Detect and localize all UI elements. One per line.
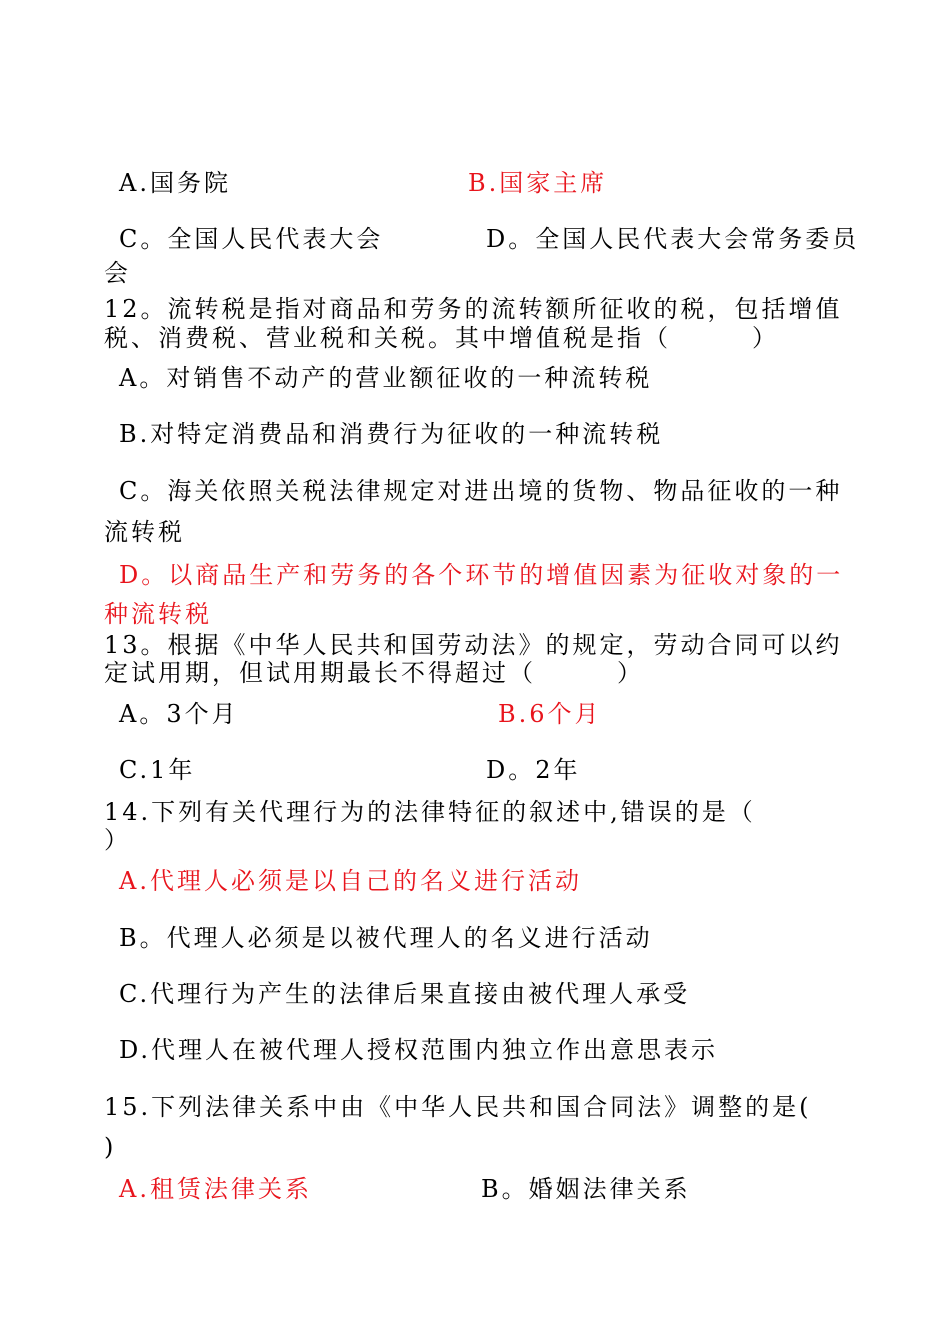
q15-stem-line2: ) xyxy=(104,1133,117,1161)
q14-option-a-answer: A.代理人必须是以自己的名义进行活动 xyxy=(119,867,582,895)
q11-option-c: C。全国人民代表大会 xyxy=(119,225,384,253)
q14-option-d: D.代理人在被代理人授权范围内独立作出意思表示 xyxy=(119,1036,719,1064)
q11-option-b-answer: B.国家主席 xyxy=(468,169,608,197)
q14-option-b: B。代理人必须是以被代理人的名义进行活动 xyxy=(119,924,653,952)
q12-option-a: A。对销售不动产的营业额征收的一种流转税 xyxy=(119,364,653,392)
q14-stem-line2: ） xyxy=(104,826,131,854)
q11-option-a: A.国务院 xyxy=(119,169,231,197)
q13-option-b-answer: B.6个月 xyxy=(498,700,602,728)
q12-option-c-line1: C。海关依照关税法律规定对进出境的货物、物品征收的一种 xyxy=(119,477,843,505)
q14-stem-line1: 14.下列有关代理行为的法律特征的叙述中,错误的是（ xyxy=(104,798,756,826)
q12-option-d-line2-answer: 种流转税 xyxy=(104,600,212,628)
q12-option-b: B.对特定消费品和消费行为征收的一种流转税 xyxy=(119,420,664,448)
q15-stem-line1: 15.下列法律关系中由《中华人民共和国合同法》调整的是( xyxy=(104,1093,812,1121)
q13-stem-line2: 定试用期，但试用期最长不得超过（ ） xyxy=(104,659,644,687)
q12-stem-line2: 税、消费税、营业税和关税。其中增值税是指（ ） xyxy=(104,324,779,352)
q14-option-c: C.代理行为产生的法律后果直接由被代理人承受 xyxy=(119,980,691,1008)
q12-option-d-line1-answer: D。以商品生产和劳务的各个环节的增值因素为征收对象的一 xyxy=(119,561,844,589)
q12-option-c-line2: 流转税 xyxy=(104,518,185,546)
q13-stem-line1: 13。根据《中华人民共和国劳动法》的规定，劳动合同可以约 xyxy=(104,631,843,659)
q15-option-a-answer: A.租赁法律关系 xyxy=(119,1175,312,1203)
q11-option-d-line1: D。全国人民代表大会常务委员 xyxy=(486,225,860,253)
q15-option-b: B。婚姻法律关系 xyxy=(481,1175,691,1203)
q13-option-d: D。2年 xyxy=(486,756,581,784)
q13-option-a: A。3个月 xyxy=(119,700,239,728)
q13-option-c: C.1年 xyxy=(119,756,196,784)
q12-stem-line1: 12。流转税是指对商品和劳务的流转额所征收的税，包括增值 xyxy=(104,295,843,323)
q11-option-d-line2: 会 xyxy=(104,259,131,287)
